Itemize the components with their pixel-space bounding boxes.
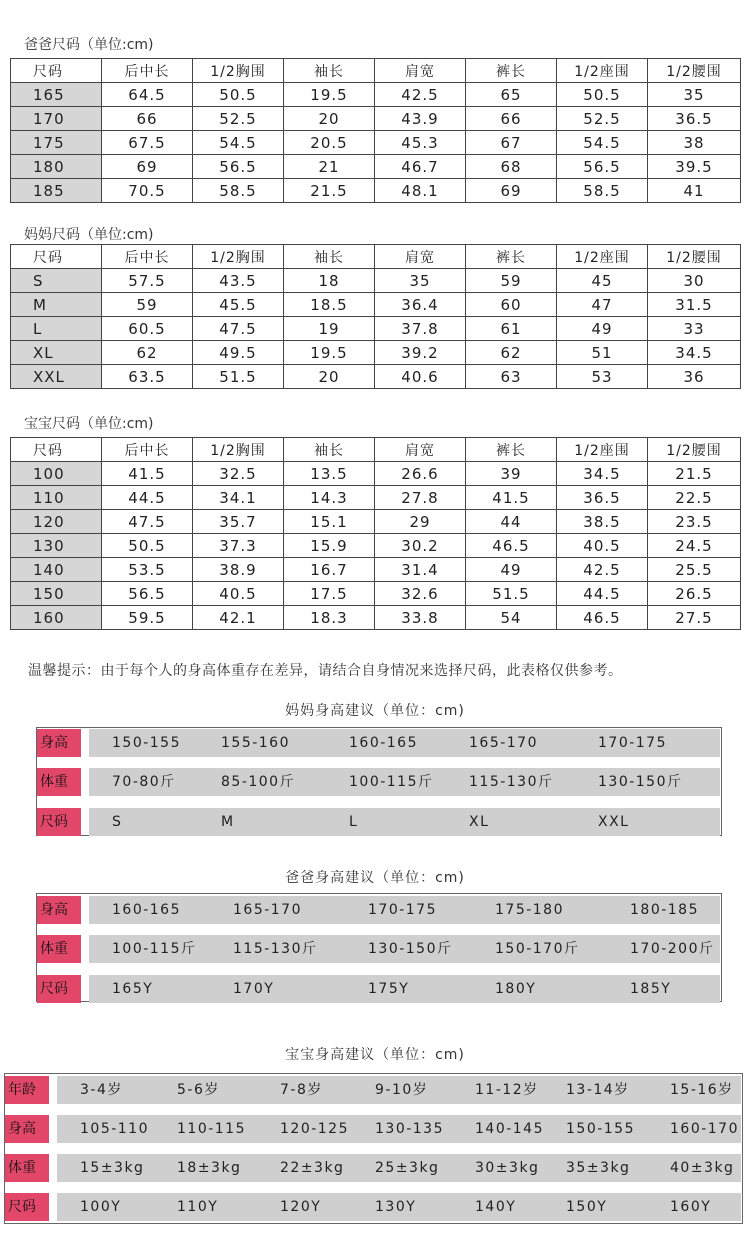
rec-value: 22±3kg xyxy=(280,1160,345,1176)
value-cell: 45.5 xyxy=(193,293,284,317)
value-cell: 15.9 xyxy=(284,534,375,558)
size-cell: M xyxy=(11,293,102,317)
value-cell: 36.5 xyxy=(557,486,648,510)
rec-value: 7-8岁 xyxy=(280,1082,323,1098)
table-row xyxy=(11,107,741,131)
table-header-row xyxy=(11,438,741,462)
rec-value: 150-155 xyxy=(112,735,181,751)
size-cell: 150 xyxy=(11,582,102,606)
rec-value: 165Y xyxy=(112,981,154,997)
size-cell: 160 xyxy=(11,606,102,630)
table-row xyxy=(11,582,741,606)
rec-row-label: 尺码 xyxy=(37,975,81,1003)
size-cell: 120 xyxy=(11,510,102,534)
rec-value: M xyxy=(221,814,235,830)
rec-value: XL xyxy=(469,814,490,830)
rec-value: 160-170 xyxy=(670,1121,739,1137)
table-row xyxy=(11,462,741,486)
rec-value: 115-130斤 xyxy=(469,774,554,790)
rec-value: XXL xyxy=(598,814,630,830)
value-cell: 34.5 xyxy=(557,462,648,486)
value-cell: 19.5 xyxy=(284,83,375,107)
rec-row-label: 年龄 xyxy=(5,1076,49,1104)
value-cell: 49 xyxy=(557,317,648,341)
value-cell: 32.6 xyxy=(375,582,466,606)
value-cell: 39.5 xyxy=(648,155,741,179)
rec-row xyxy=(37,896,720,924)
size-cell: 185 xyxy=(11,179,102,203)
value-cell: 39 xyxy=(466,462,557,486)
value-cell: 31.4 xyxy=(375,558,466,582)
column-header: 1/2腰围 xyxy=(648,245,741,269)
value-cell: 65 xyxy=(466,83,557,107)
rec-value: 40±3kg xyxy=(670,1160,735,1176)
value-cell: 37.8 xyxy=(375,317,466,341)
value-cell: 45.3 xyxy=(375,131,466,155)
table-header-row xyxy=(11,245,741,269)
dad-size-caption: 爸爸尺码（单位:cm) xyxy=(24,37,154,53)
size-cell: 170 xyxy=(11,107,102,131)
size-cell: 140 xyxy=(11,558,102,582)
value-cell: 59 xyxy=(466,269,557,293)
column-header: 1/2胸围 xyxy=(193,245,284,269)
mom-size-caption: 妈妈尺码（单位:cm) xyxy=(24,227,154,243)
value-cell: 38.5 xyxy=(557,510,648,534)
value-cell: 23.5 xyxy=(648,510,741,534)
value-cell: 40.5 xyxy=(557,534,648,558)
rec-value: 170Y xyxy=(233,981,275,997)
value-cell: 57.5 xyxy=(102,269,193,293)
rec-value: 115-130斤 xyxy=(233,941,318,957)
value-cell: 58.5 xyxy=(557,179,648,203)
rec-value: 70-80斤 xyxy=(112,774,176,790)
value-cell: 20.5 xyxy=(284,131,375,155)
rec-value: 15±3kg xyxy=(80,1160,145,1176)
value-cell: 32.5 xyxy=(193,462,284,486)
rec-value: 5-6岁 xyxy=(177,1082,220,1098)
value-cell: 46.5 xyxy=(466,534,557,558)
value-cell: 67 xyxy=(466,131,557,155)
mom-size-table xyxy=(10,244,741,389)
rec-value: 18±3kg xyxy=(177,1160,242,1176)
value-cell: 30.2 xyxy=(375,534,466,558)
value-cell: 36.5 xyxy=(648,107,741,131)
value-cell: 31.5 xyxy=(648,293,741,317)
value-cell: 61 xyxy=(466,317,557,341)
table-row xyxy=(11,341,741,365)
value-cell: 51.5 xyxy=(466,582,557,606)
rec-value: 100-115斤 xyxy=(112,941,197,957)
value-cell: 53 xyxy=(557,365,648,389)
value-cell: 50.5 xyxy=(193,83,284,107)
rec-value: 155-160 xyxy=(221,735,290,751)
value-cell: 30 xyxy=(648,269,741,293)
value-cell: 40.5 xyxy=(193,582,284,606)
rec-value: 11-12岁 xyxy=(475,1082,539,1098)
value-cell: 42.5 xyxy=(557,558,648,582)
value-cell: 68 xyxy=(466,155,557,179)
column-header: 1/2座围 xyxy=(557,438,648,462)
column-header: 1/2腰围 xyxy=(648,59,741,83)
value-cell: 63 xyxy=(466,365,557,389)
value-cell: 60.5 xyxy=(102,317,193,341)
rec-value: 130Y xyxy=(375,1199,417,1215)
rec-value: 170-200斤 xyxy=(630,941,715,957)
column-header: 肩宽 xyxy=(375,438,466,462)
value-cell: 49 xyxy=(466,558,557,582)
value-cell: 18 xyxy=(284,269,375,293)
value-cell: 33 xyxy=(648,317,741,341)
rec-value: 120Y xyxy=(280,1199,322,1215)
mom-rec-panel xyxy=(36,727,722,836)
rec-value: S xyxy=(112,814,123,830)
value-cell: 15.1 xyxy=(284,510,375,534)
column-header: 袖长 xyxy=(284,438,375,462)
value-cell: 41.5 xyxy=(102,462,193,486)
rec-value: 105-110 xyxy=(80,1121,149,1137)
rec-value: 170-175 xyxy=(598,735,667,751)
size-cell: 100 xyxy=(11,462,102,486)
value-cell: 69 xyxy=(466,179,557,203)
rec-row-label: 身高 xyxy=(5,1115,49,1143)
column-header: 裤长 xyxy=(466,245,557,269)
value-cell: 35 xyxy=(375,269,466,293)
rec-row xyxy=(37,768,720,796)
value-cell: 53.5 xyxy=(102,558,193,582)
value-cell: 35 xyxy=(648,83,741,107)
value-cell: 29 xyxy=(375,510,466,534)
value-cell: 63.5 xyxy=(102,365,193,389)
rec-value: 120-125 xyxy=(280,1121,349,1137)
baby-size-caption: 宝宝尺码（单位:cm) xyxy=(24,416,154,432)
value-cell: 38 xyxy=(648,131,741,155)
value-cell: 26.5 xyxy=(648,582,741,606)
rec-row xyxy=(5,1193,741,1221)
value-cell: 46.7 xyxy=(375,155,466,179)
value-cell: 27.5 xyxy=(648,606,741,630)
value-cell: 56.5 xyxy=(557,155,648,179)
size-cell: 180 xyxy=(11,155,102,179)
rec-value: 180-185 xyxy=(630,902,699,918)
value-cell: 22.5 xyxy=(648,486,741,510)
table-row xyxy=(11,83,741,107)
rec-row-label: 身高 xyxy=(37,729,81,757)
column-header: 后中长 xyxy=(102,438,193,462)
value-cell: 17.5 xyxy=(284,582,375,606)
rec-value: L xyxy=(349,814,359,830)
value-cell: 69 xyxy=(102,155,193,179)
rec-value: 13-14岁 xyxy=(566,1082,630,1098)
rec-row xyxy=(37,729,720,757)
table-row xyxy=(11,179,741,203)
rec-value: 160-165 xyxy=(112,902,181,918)
rec-value: 185Y xyxy=(630,981,672,997)
rec-value: 85-100斤 xyxy=(221,774,296,790)
rec-value: 150Y xyxy=(566,1199,608,1215)
value-cell: 21.5 xyxy=(648,462,741,486)
table-header-row xyxy=(11,59,741,83)
value-cell: 62 xyxy=(102,341,193,365)
column-header: 尺码 xyxy=(11,438,102,462)
value-cell: 52.5 xyxy=(557,107,648,131)
table-row xyxy=(11,317,741,341)
value-cell: 66 xyxy=(466,107,557,131)
size-cell: 165 xyxy=(11,83,102,107)
rec-value: 165-170 xyxy=(233,902,302,918)
value-cell: 44.5 xyxy=(557,582,648,606)
value-cell: 47 xyxy=(557,293,648,317)
value-cell: 33.8 xyxy=(375,606,466,630)
value-cell: 60 xyxy=(466,293,557,317)
column-header: 袖长 xyxy=(284,59,375,83)
value-cell: 54.5 xyxy=(193,131,284,155)
value-cell: 59.5 xyxy=(102,606,193,630)
value-cell: 38.9 xyxy=(193,558,284,582)
rec-value: 35±3kg xyxy=(566,1160,631,1176)
rec-value: 140Y xyxy=(475,1199,517,1215)
rec-value: 175-180 xyxy=(495,902,564,918)
rec-value: 140-145 xyxy=(475,1121,544,1137)
value-cell: 46.5 xyxy=(557,606,648,630)
baby-rec-title: 宝宝身高建议（单位：cm) xyxy=(285,1047,465,1063)
rec-value: 130-150斤 xyxy=(368,941,453,957)
value-cell: 54.5 xyxy=(557,131,648,155)
value-cell: 62 xyxy=(466,341,557,365)
value-cell: 47.5 xyxy=(193,317,284,341)
column-header: 肩宽 xyxy=(375,245,466,269)
value-cell: 48.1 xyxy=(375,179,466,203)
table-row xyxy=(11,293,741,317)
value-cell: 59 xyxy=(102,293,193,317)
value-cell: 52.5 xyxy=(193,107,284,131)
value-cell: 18.5 xyxy=(284,293,375,317)
value-cell: 27.8 xyxy=(375,486,466,510)
rec-value: 100Y xyxy=(80,1199,122,1215)
rec-row xyxy=(37,975,720,1003)
column-header: 后中长 xyxy=(102,59,193,83)
column-header: 尺码 xyxy=(11,59,102,83)
value-cell: 39.2 xyxy=(375,341,466,365)
rec-row-label: 体重 xyxy=(5,1154,49,1182)
value-cell: 50.5 xyxy=(102,534,193,558)
value-cell: 35.7 xyxy=(193,510,284,534)
value-cell: 67.5 xyxy=(102,131,193,155)
rec-row xyxy=(5,1115,741,1143)
value-cell: 40.6 xyxy=(375,365,466,389)
table-row xyxy=(11,131,741,155)
rec-value: 150-170斤 xyxy=(495,941,580,957)
column-header: 肩宽 xyxy=(375,59,466,83)
size-cell: L xyxy=(11,317,102,341)
value-cell: 43.5 xyxy=(193,269,284,293)
value-cell: 19 xyxy=(284,317,375,341)
size-cell: 175 xyxy=(11,131,102,155)
rec-row xyxy=(37,935,720,963)
column-header: 1/2座围 xyxy=(557,59,648,83)
value-cell: 51 xyxy=(557,341,648,365)
value-cell: 37.3 xyxy=(193,534,284,558)
rec-value: 170-175 xyxy=(368,902,437,918)
value-cell: 42.1 xyxy=(193,606,284,630)
baby-rec-panel xyxy=(4,1073,743,1224)
rec-value: 25±3kg xyxy=(375,1160,440,1176)
rec-value: 175Y xyxy=(368,981,410,997)
baby-size-table xyxy=(10,437,741,630)
value-cell: 21 xyxy=(284,155,375,179)
mom-rec-title: 妈妈身高建议（单位：cm) xyxy=(285,703,465,719)
value-cell: 45 xyxy=(557,269,648,293)
size-cell: XL xyxy=(11,341,102,365)
value-cell: 50.5 xyxy=(557,83,648,107)
table-row xyxy=(11,486,741,510)
column-header: 1/2腰围 xyxy=(648,438,741,462)
rec-value: 160-165 xyxy=(349,735,418,751)
rec-value: 100-115斤 xyxy=(349,774,434,790)
rec-value: 3-4岁 xyxy=(80,1082,123,1098)
value-cell: 44.5 xyxy=(102,486,193,510)
rec-value: 180Y xyxy=(495,981,537,997)
table-row xyxy=(11,155,741,179)
rec-value: 30±3kg xyxy=(475,1160,540,1176)
value-cell: 56.5 xyxy=(102,582,193,606)
value-cell: 21.5 xyxy=(284,179,375,203)
table-row xyxy=(11,510,741,534)
rec-row-label: 体重 xyxy=(37,768,81,796)
value-cell: 66 xyxy=(102,107,193,131)
rec-value: 130-135 xyxy=(375,1121,444,1137)
value-cell: 56.5 xyxy=(193,155,284,179)
value-cell: 36 xyxy=(648,365,741,389)
dad-size-table xyxy=(10,58,741,203)
value-cell: 64.5 xyxy=(102,83,193,107)
rec-row-label: 尺码 xyxy=(37,808,81,836)
value-cell: 51.5 xyxy=(193,365,284,389)
value-cell: 26.6 xyxy=(375,462,466,486)
table-row xyxy=(11,534,741,558)
rec-row xyxy=(5,1076,741,1104)
value-cell: 41 xyxy=(648,179,741,203)
size-cell: 130 xyxy=(11,534,102,558)
dad-rec-title: 爸爸身高建议（单位：cm) xyxy=(285,870,465,886)
table-row xyxy=(11,365,741,389)
rec-value: 130-150斤 xyxy=(598,774,683,790)
value-cell: 54 xyxy=(466,606,557,630)
rec-row-label: 身高 xyxy=(37,896,81,924)
column-header: 袖长 xyxy=(284,245,375,269)
size-cell: XXL xyxy=(11,365,102,389)
size-cell: 110 xyxy=(11,486,102,510)
column-header: 后中长 xyxy=(102,245,193,269)
value-cell: 34.1 xyxy=(193,486,284,510)
value-cell: 13.5 xyxy=(284,462,375,486)
column-header: 裤长 xyxy=(466,59,557,83)
value-cell: 19.5 xyxy=(284,341,375,365)
value-cell: 42.5 xyxy=(375,83,466,107)
column-header: 1/2胸围 xyxy=(193,59,284,83)
column-header: 1/2座围 xyxy=(557,245,648,269)
value-cell: 47.5 xyxy=(102,510,193,534)
rec-value: 150-155 xyxy=(566,1121,635,1137)
rec-value: 15-16岁 xyxy=(670,1082,734,1098)
column-header: 1/2胸围 xyxy=(193,438,284,462)
table-row xyxy=(11,606,741,630)
rec-value: 9-10岁 xyxy=(375,1082,429,1098)
value-cell: 44 xyxy=(466,510,557,534)
rec-value: 110-115 xyxy=(177,1121,246,1137)
value-cell: 58.5 xyxy=(193,179,284,203)
value-cell: 20 xyxy=(284,365,375,389)
value-cell: 41.5 xyxy=(466,486,557,510)
value-cell: 14.3 xyxy=(284,486,375,510)
value-cell: 25.5 xyxy=(648,558,741,582)
rec-value: 110Y xyxy=(177,1199,219,1215)
value-cell: 70.5 xyxy=(102,179,193,203)
column-header: 尺码 xyxy=(11,245,102,269)
value-cell: 49.5 xyxy=(193,341,284,365)
rec-row-label: 尺码 xyxy=(5,1193,49,1221)
dad-rec-panel xyxy=(36,893,722,1002)
size-cell: S xyxy=(11,269,102,293)
table-row xyxy=(11,558,741,582)
size-tip: 温馨提示：由于每个人的身高体重存在差异，请结合自身情况来选择尺码，此表格仅供参考。 xyxy=(28,663,623,679)
rec-value: 165-170 xyxy=(469,735,538,751)
rec-row xyxy=(37,808,720,836)
value-cell: 18.3 xyxy=(284,606,375,630)
table-row xyxy=(11,269,741,293)
value-cell: 24.5 xyxy=(648,534,741,558)
rec-value: 160Y xyxy=(670,1199,712,1215)
rec-row-label: 体重 xyxy=(37,935,81,963)
column-header: 裤长 xyxy=(466,438,557,462)
rec-row xyxy=(5,1154,741,1182)
value-cell: 43.9 xyxy=(375,107,466,131)
value-cell: 36.4 xyxy=(375,293,466,317)
value-cell: 20 xyxy=(284,107,375,131)
value-cell: 16.7 xyxy=(284,558,375,582)
value-cell: 34.5 xyxy=(648,341,741,365)
